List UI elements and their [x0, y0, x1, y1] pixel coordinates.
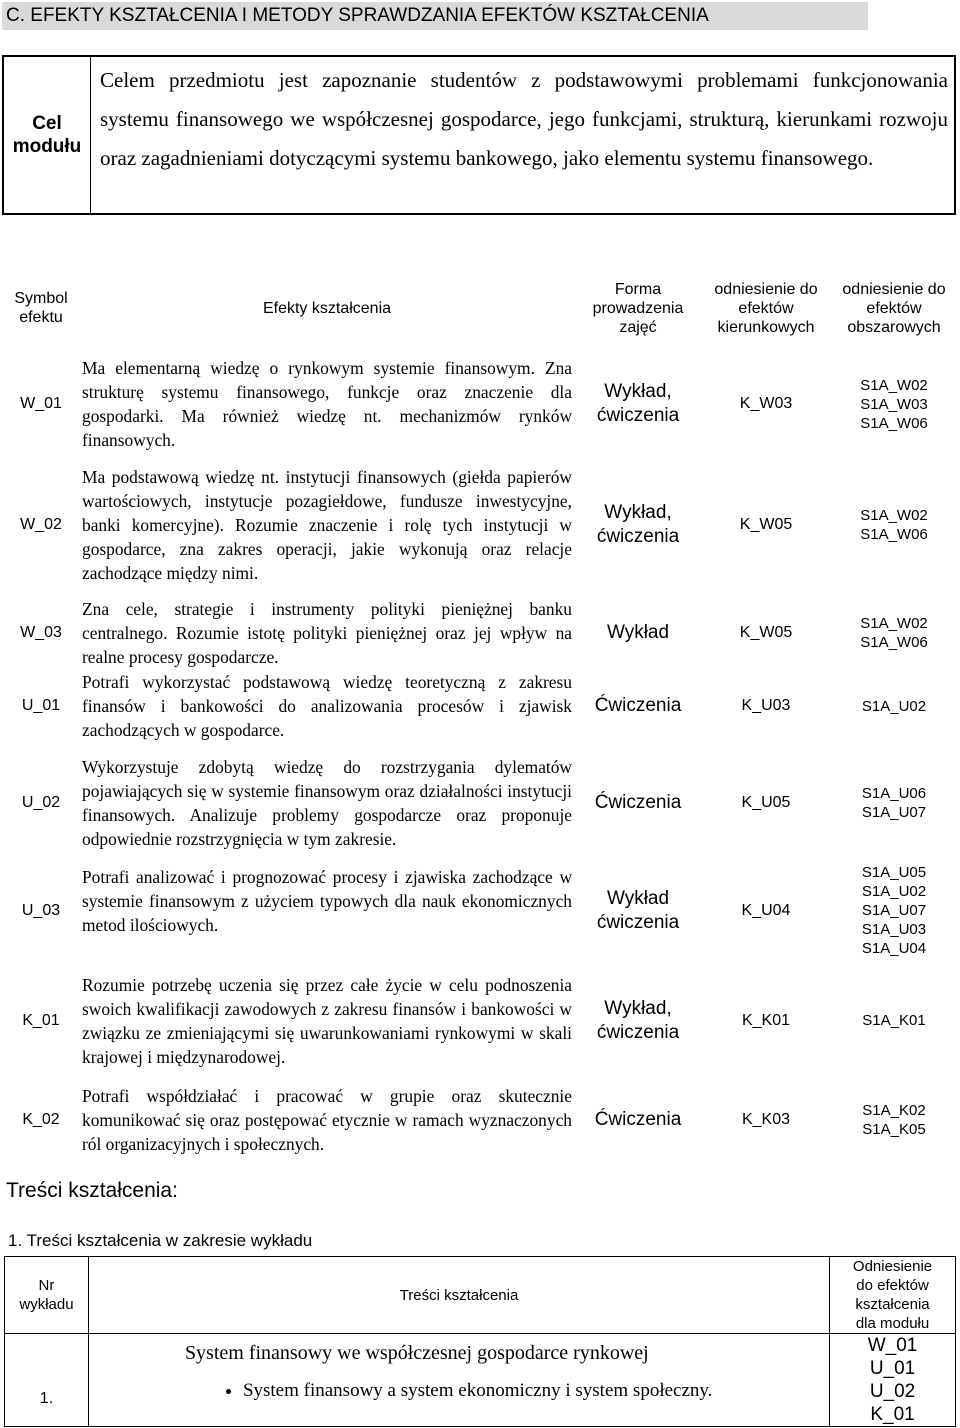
outcome-field-reference: K_W05 [702, 453, 830, 597]
outcome-area-reference: S1A_U02 [830, 670, 958, 743]
outcome-area-reference-text: S1A_K02 S1A_K05 [862, 1101, 926, 1138]
form-header-line1: Forma [614, 280, 662, 298]
outcome-symbol: K_01 [2, 959, 80, 1083]
outcome-area-reference [830, 597, 958, 670]
lecture-number: 1. [5, 1334, 89, 1427]
lecture-content-table [4, 1256, 956, 1427]
lecture-topic [88, 1334, 829, 1427]
outcome-area-reference: S1A_K01 [830, 959, 958, 1083]
outcome-symbol: W_03 [2, 597, 80, 670]
form-column-header [574, 262, 702, 354]
outcome-symbol: U_02 [2, 743, 80, 863]
form-header-line2: prowadzenia [592, 299, 684, 317]
table-row [2, 670, 958, 743]
outcome-form-text: Wykład, ćwiczenia [596, 997, 680, 1043]
outcomes-column-header: Efekty kształcenia [262, 299, 392, 317]
outcome-field-reference: K_U03 [702, 670, 830, 743]
lecture-topic-title: System finansowy we współczesnej gospodarce rynkowej [184, 1342, 649, 1364]
field-header-line2: efektów [738, 299, 794, 317]
outcome-description: Wykorzystuje zdobytą wiedzę do rozstrzygania dylematów pojawiających się w systemie finansowym oraz działalności instytucji finansowych. Analizuje problemy gospodarcze oraz proponuje odpowiednie rozstrzygnięcia w tym zakresie. [80, 743, 574, 863]
module-goal-label-line1: Cel [32, 113, 62, 134]
area-header-line1: odniesienie do [842, 280, 946, 298]
effects-reference-header-line2: do efektów [856, 1277, 929, 1294]
table-row [2, 863, 958, 959]
content-header: Treści kształcenia [88, 1257, 829, 1334]
outcome-description: Potrafi analizować i prognozować procesy i zjawiska zachodzące w systemie finansowym z użyciem typowych dla nauk ekonomicznych metod ilościowych. [80, 863, 574, 959]
table-row [2, 1083, 958, 1157]
lecture-content-header-row [5, 1257, 956, 1334]
outcome-symbol: W_01 [2, 356, 80, 453]
form-header-line3: zajęć [619, 318, 657, 336]
lecture-number-header [5, 1257, 89, 1334]
outcome-area-reference-text: S1A_U05 S1A_U02 S1A_U07 S1A_U03 S1A_U04 [861, 864, 927, 957]
outcome-area-reference [830, 863, 958, 959]
symbol-header-line2: efektu [19, 309, 63, 326]
effect-code: U_02 [869, 1381, 916, 1402]
effects-reference-header [830, 1257, 956, 1334]
symbol-column-header [2, 262, 80, 354]
outcome-form [574, 959, 702, 1083]
field-header-line1: odniesienie do [714, 280, 818, 298]
module-goal-box [2, 55, 956, 215]
outcome-description: Rozumie potrzebę uczenia się przez całe życie w celu podnoszenia swoich kwalifikacji zawodowych z zakresu finansów i bankowości w związku ze zmieniającymi się uwarunkowaniami rynkowymi w skali krajowej i międzynarodowej. [80, 959, 574, 1083]
outcome-form-text: Wykład ćwiczenia [596, 887, 680, 933]
outcome-description: Potrafi współdziałać i pracować w grupie oraz skutecznie komunikować się oraz postępować etycznie w ramach wyznaczonych ról organizacyjnych i społecznych. [80, 1083, 574, 1157]
course-content-heading: Treści kształcenia: [6, 1179, 178, 1202]
section-title: C. EFEKTY KSZTAŁCENIA I METODY SPRAWDZANIA EFEKTÓW KSZTAŁCENIA [2, 2, 868, 30]
outcome-form [574, 356, 702, 453]
table-row [2, 597, 958, 670]
outcome-symbol: W_02 [2, 453, 80, 597]
outcome-form: Wykład [574, 597, 702, 670]
outcome-area-reference-text: S1A_W02 S1A_W03 S1A_W06 [860, 376, 928, 432]
outcome-area-reference [830, 743, 958, 863]
module-goal-text: Celem przedmiotu jest zapoznanie studentów z podstawowymi problemami funkcjonowania systemu finansowego we współczesnej gospodarce, jego funkcjami, strukturą, kierunkami rozwoju oraz zagadnieniami dotyczącymi systemu bankowego, jako elementu systemu finansowego. [100, 68, 948, 170]
area-header-line2: efektów [866, 299, 922, 317]
outcome-form [574, 453, 702, 597]
outcome-area-reference-text: S1A_W02 S1A_W06 [860, 615, 928, 651]
outcome-field-reference: K_K01 [702, 959, 830, 1083]
outcome-symbol: K_02 [2, 1083, 80, 1157]
outcome-area-reference-text: S1A_W02 S1A_W06 [860, 506, 928, 543]
lecture-number-header-line2: wykładu [19, 1296, 74, 1313]
learning-outcomes-table [2, 262, 958, 1157]
table-row [2, 453, 958, 597]
outcome-form: Ćwiczenia [574, 670, 702, 743]
outcome-form-text: Wykład, ćwiczenia [596, 501, 680, 547]
outcome-field-reference: K_U05 [702, 743, 830, 863]
table-row [2, 743, 958, 863]
outcome-area-reference [830, 356, 958, 453]
outcome-field-reference: K_K03 [702, 1083, 830, 1157]
table-row [2, 959, 958, 1083]
lecture-content-subheading: 1. Treści kształcenia w zakresie wykładu [8, 1231, 313, 1250]
lecture-topic-list [185, 1380, 829, 1402]
outcome-description: Zna cele, strategie i instrumenty polityki pieniężnej banku centralnego. Rozumie istotę polityki pieniężnej oraz jej wpływ na realne procesy gospodarcze. [80, 597, 574, 670]
lecture-number-header-line1: Nr [38, 1277, 55, 1294]
effects-reference-header-line4: dla modułu [855, 1315, 930, 1332]
outcome-form: Ćwiczenia [574, 1083, 702, 1157]
list-item: • System finansowy a system ekonomiczny i system społeczny. [243, 1380, 829, 1402]
effect-code: W_01 [867, 1335, 918, 1356]
effect-code: K_01 [870, 1404, 915, 1425]
module-goal-label-line2: modułu [12, 136, 82, 157]
effect-code: U_01 [869, 1358, 916, 1379]
effects-reference-header-line1: Odniesienie [852, 1258, 933, 1275]
outcome-description: Ma podstawową wiedzę nt. instytucji finansowych (giełda papierów wartościowych, instytucje pozagiełdowe, fundusze inwestycyjne, banki komercyjne). Rozumie znaczenie i rolę tych instytucji w gospodarce, zna zakres operacji, jakie wykonują oraz relacje zachodzące między nimi. [80, 453, 574, 597]
outcome-area-reference [830, 1083, 958, 1157]
outcome-area-reference [830, 453, 958, 597]
outcome-form: Ćwiczenia [574, 743, 702, 863]
outcome-symbol: U_03 [2, 863, 80, 959]
outcome-field-reference: K_W05 [702, 597, 830, 670]
field-reference-column-header [702, 262, 830, 354]
outcome-symbol: U_01 [2, 670, 80, 743]
outcome-field-reference: K_W03 [702, 356, 830, 453]
field-header-line3: kierunkowych [717, 318, 815, 336]
outcome-form-text: Wykład, ćwiczenia [596, 381, 680, 426]
symbol-header-line1: Symbol [14, 290, 68, 307]
outcome-form [574, 863, 702, 959]
lecture-effects [830, 1334, 956, 1427]
learning-outcomes-header-row [2, 262, 958, 354]
outcome-description: Potrafi wykorzystać podstawową wiedzę teoretyczną z zakresu finansów i bankowości do analizowania procesów i zjawisk zachodzących w gospodarce. [80, 670, 574, 743]
table-row [2, 356, 958, 453]
effects-reference-header-line3: kształcenia [855, 1296, 930, 1313]
table-row [5, 1334, 956, 1427]
area-header-line3: obszarowych [847, 318, 941, 336]
outcome-field-reference: K_U04 [702, 863, 830, 959]
outcome-area-reference-text: S1A_U06 S1A_U07 [861, 784, 927, 821]
outcome-description: Ma elementarną wiedzę o rynkowym systemie finansowym. Zna strukturę systemu finansowego, funkcje oraz znaczenie dla gospodarki. Ma również wiedzę nt. mechanizmów rynków finansowych. [80, 356, 574, 453]
area-reference-column-header [830, 262, 958, 354]
module-goal-label [4, 57, 91, 213]
